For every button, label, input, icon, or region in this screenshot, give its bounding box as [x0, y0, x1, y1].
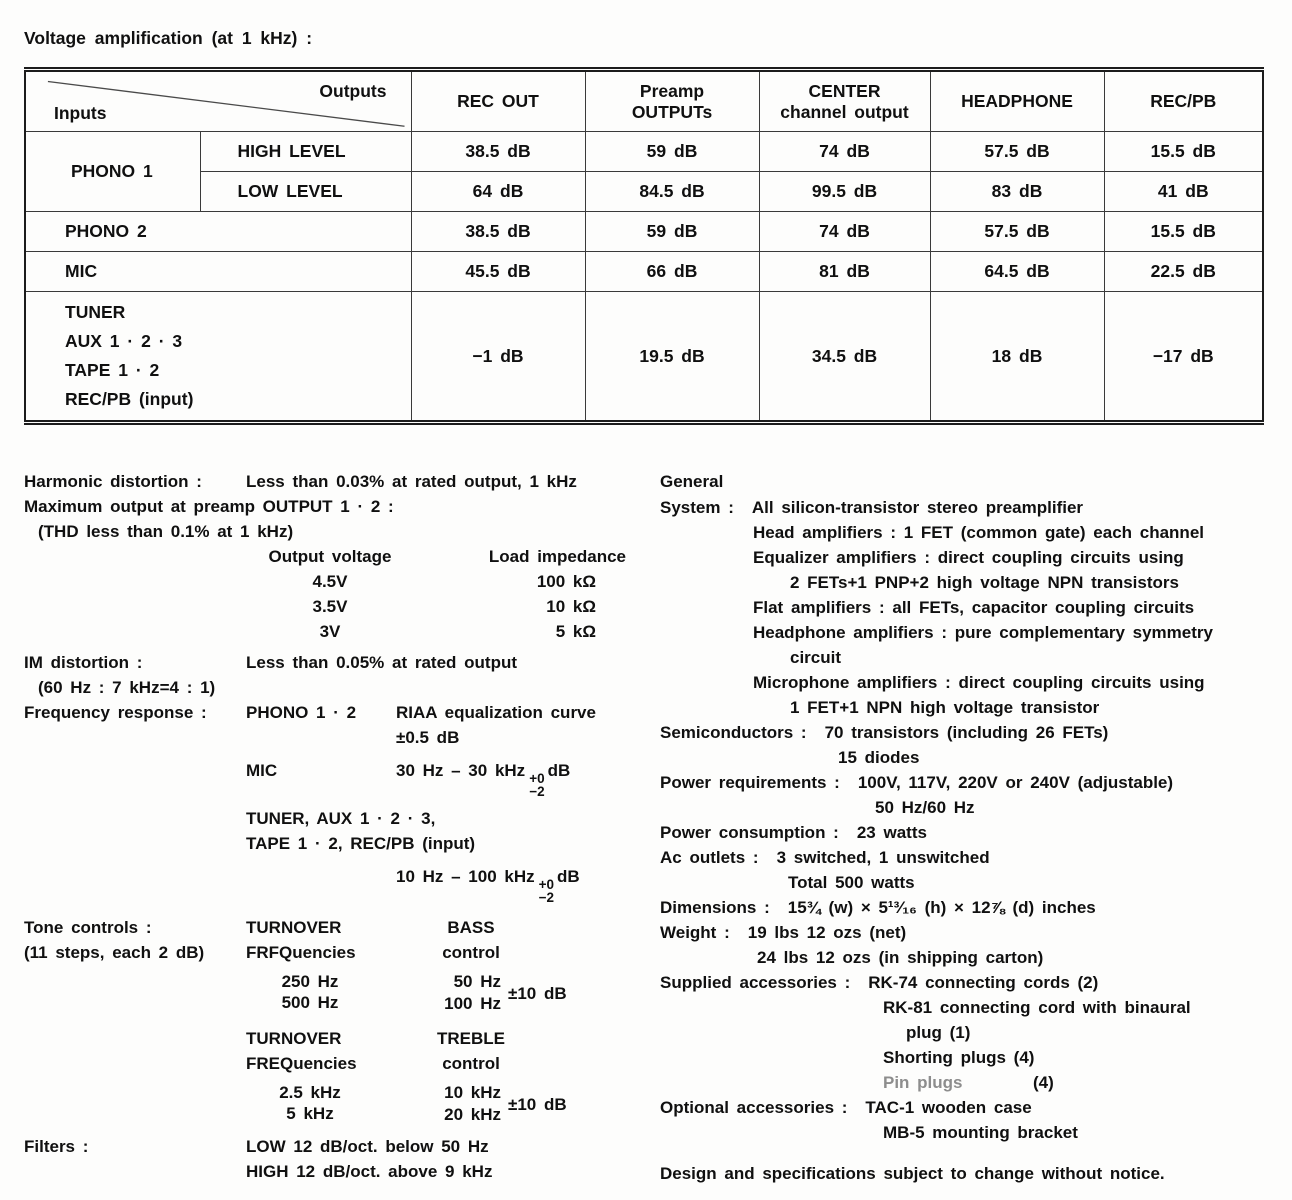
- supplied-accessory-pin-plugs: [883, 1070, 1284, 1095]
- filter-low-value: LOW 12 dB/oct. below 50 Hz: [246, 1137, 489, 1156]
- spec-value: 19 lbs 12 ozs (net): [747, 923, 907, 942]
- pin-plugs-qty: (4): [1033, 1073, 1054, 1092]
- table-cell: 15.5 dB: [1104, 132, 1263, 172]
- spec-label: Supplied accessories :: [660, 973, 851, 992]
- general-heading: General: [660, 472, 724, 491]
- spec-value: Less than 0.03% at rated output, 1 kHz: [246, 472, 577, 491]
- table-corner-cell: [25, 70, 411, 132]
- spec-supplied-accessories: [660, 970, 1284, 995]
- load-impedance-value: 100 kΩ: [536, 572, 596, 591]
- tone-controls-steps: (11 steps, each 2 dB): [24, 943, 205, 962]
- output-voltage-value: 4.5V: [312, 572, 348, 591]
- table-row-phono2: [25, 212, 1263, 252]
- spec-value: 100V, 117V, 220V or 240V (adjustable): [857, 773, 1174, 792]
- table-cell: 66 dB: [585, 252, 759, 292]
- supplied-accessory-line: Shorting plugs (4): [883, 1048, 1035, 1067]
- spec-label: Power requirements :: [660, 773, 840, 792]
- freq-source-mic: MIC: [246, 761, 278, 780]
- col-header-label: OUTPUTs: [631, 101, 713, 122]
- freq-source-other-line2: TAPE 1 · 2, REC/PB (input): [246, 834, 476, 853]
- output-voltage-value: 3V: [319, 622, 341, 641]
- disclaimer-note: Design and specifications subject to change without notice.: [660, 1164, 1165, 1183]
- row-label-phono1: PHONO 1: [25, 132, 200, 212]
- spec-label: System :: [660, 498, 734, 517]
- table-row-phono1-high: [25, 132, 1263, 172]
- voltage-amplification-table: [24, 67, 1264, 425]
- bass-turnover-label: TURNOVER: [246, 918, 342, 937]
- spec-value: 23 watts: [856, 823, 927, 842]
- col-header-preamp-outputs: [585, 70, 759, 132]
- col-header-rec-out: [411, 70, 585, 132]
- load-impedance-header: Load impedance: [488, 547, 626, 566]
- freq-other-value: 10 Hz – 100 kHz +0 −2 dB: [396, 867, 580, 905]
- spec-label: IM distortion :: [24, 653, 143, 672]
- spec-label: Frequency response :: [24, 703, 207, 722]
- table-cell: 64.5 dB: [930, 252, 1104, 292]
- bass-range-freq: 50 Hz: [453, 972, 501, 991]
- freq-source-other-line1: TUNER, AUX 1 · 2 · 3,: [246, 809, 436, 828]
- treble-range-freq: 20 kHz: [444, 1105, 501, 1124]
- table-cell: 38.5 dB: [411, 132, 585, 172]
- table-cell: 64 dB: [411, 172, 585, 212]
- system-detail-line: 2 FETs+1 PNP+2 high voltage NPN transistors: [790, 573, 1179, 592]
- treble-turnover-label: TURNOVER: [246, 1029, 342, 1048]
- table-cell: −1 dB: [411, 292, 585, 423]
- table-cell: 59 dB: [585, 212, 759, 252]
- table-cell: 15.5 dB: [1104, 212, 1263, 252]
- weight-line2: 24 lbs 12 ozs (in shipping carton): [757, 948, 1044, 967]
- bass-frequencies-label: FRFQuencies: [246, 943, 356, 962]
- supplied-accessory-line: RK-81 connecting cord with binaural: [883, 998, 1191, 1017]
- spec-im-note: (60 Hz : 7 kHz=4 : 1): [38, 678, 216, 697]
- row-label-low-level: LOW LEVEL: [200, 172, 411, 212]
- spec-label: Semiconductors :: [660, 723, 807, 742]
- spec-semiconductors: [660, 720, 1284, 745]
- spec-value: All silicon-transistor stereo preamplifier: [751, 498, 1084, 517]
- spec-weight: [660, 920, 1284, 945]
- spec-label: Dimensions :: [660, 898, 770, 917]
- output-table-row: [246, 594, 626, 619]
- output-table-header: [246, 544, 626, 569]
- col-header-label: HEADPHONE: [961, 91, 1073, 111]
- table-cell: 57.5 dB: [930, 132, 1104, 172]
- col-header-label: Preamp: [639, 80, 705, 101]
- spec-frequency-response: [24, 700, 638, 798]
- spec-label: Harmonic distortion :: [24, 472, 202, 491]
- system-detail-line: Head amplifiers : 1 FET (common gate) each channel: [753, 523, 1204, 542]
- spec-treble-controls: [24, 1026, 638, 1126]
- spec-im-distortion: [24, 650, 638, 675]
- bass-turnover-freq: 500 Hz: [281, 993, 339, 1012]
- spec-value: 3 switched, 1 unswitched: [776, 848, 990, 867]
- treble-tolerance: ±10 dB: [508, 1094, 567, 1114]
- spec-value: Less than 0.05% at rated output: [246, 653, 517, 672]
- bass-control-label: BASS: [447, 918, 495, 937]
- treble-turnover-freq: 2.5 kHz: [279, 1083, 341, 1102]
- spec-harmonic-distortion: [24, 469, 638, 494]
- table-cell: 22.5 dB: [1104, 252, 1263, 292]
- spec-label: Filters :: [24, 1137, 89, 1156]
- table-cell: 41 dB: [1104, 172, 1263, 212]
- treble-control-label2: control: [442, 1054, 500, 1073]
- output-table-row: [246, 569, 626, 594]
- freq-mic-value: 30 Hz – 30 kHz +0 −2 dB: [396, 761, 571, 799]
- load-impedance-value: 5 kΩ: [555, 622, 596, 641]
- page-title: Voltage amplification (at 1 kHz) :: [24, 28, 313, 48]
- col-header-center-channel: [759, 70, 930, 132]
- line-input-label: REC/PB (input): [65, 389, 194, 409]
- spec-dimensions: [660, 895, 1284, 920]
- freq-phono-value: RIAA equalization curve: [396, 703, 596, 722]
- table-cell: −17 dB: [1104, 292, 1263, 423]
- row-label-mic: MIC: [25, 252, 411, 292]
- output-table-row: [246, 619, 626, 644]
- col-header-label: channel output: [780, 101, 909, 122]
- system-detail-line: Headphone amplifiers : pure complementary symmetry: [753, 623, 1213, 642]
- bass-range-freq: 100 Hz: [444, 994, 501, 1013]
- col-header-label: CENTER: [808, 80, 881, 101]
- spec-power-requirements: [660, 770, 1284, 795]
- table-cell: 19.5 dB: [585, 292, 759, 423]
- col-header-headphone: [930, 70, 1104, 132]
- spec-tone-controls: [24, 915, 638, 1015]
- table-cell: 81 dB: [759, 252, 930, 292]
- spec-max-output-note: (THD less than 0.1% at 1 kHz): [38, 522, 294, 541]
- spec-system: [660, 495, 1284, 520]
- bass-turnover-freq: 250 Hz: [281, 972, 339, 991]
- spec-power-consumption: [660, 820, 1284, 845]
- table-row-mic: [25, 252, 1263, 292]
- treble-turnover-freq: 5 kHz: [286, 1104, 334, 1123]
- table-cell: 18 dB: [930, 292, 1104, 423]
- spec-ac-outlets: [660, 845, 1284, 870]
- treble-control-label: TREBLE: [437, 1029, 505, 1048]
- ac-outlets-line2: Total 500 watts: [788, 873, 915, 892]
- system-detail-line: 1 FET+1 NPN high voltage transistor: [790, 698, 1100, 717]
- tone-controls-label: Tone controls :: [24, 918, 152, 937]
- line-input-label: TUNER: [65, 302, 126, 322]
- line-input-label: AUX 1 · 2 · 3: [65, 331, 183, 351]
- output-voltage-header: Output voltage: [268, 547, 392, 566]
- table-cell: 57.5 dB: [930, 212, 1104, 252]
- table-cell: 38.5 dB: [411, 212, 585, 252]
- spec-optional-accessories: [660, 1095, 1284, 1120]
- treble-range-freq: 10 kHz: [444, 1083, 501, 1102]
- system-detail-line: Flat amplifiers : all FETs, capacitor coupling circuits: [753, 598, 1195, 617]
- spec-value: 15¾ (w) × 5¹³⁄₁₆ (h) × 12⅞ (d) inches: [787, 898, 1096, 917]
- supplied-accessory-line: plug (1): [906, 1023, 971, 1042]
- col-header-label: REC OUT: [457, 91, 539, 111]
- table-cell: 74 dB: [759, 212, 930, 252]
- spec-value: TAC-1 wooden case: [865, 1098, 1032, 1117]
- output-voltage-value: 3.5V: [312, 597, 348, 616]
- row-label-line-inputs: [25, 292, 411, 423]
- col-header-label: REC/PB: [1150, 91, 1217, 111]
- table-cell: 34.5 dB: [759, 292, 930, 423]
- spec-value: RK-74 connecting cords (2): [868, 973, 1099, 992]
- freq-source-phono: PHONO 1 · 2: [246, 703, 357, 722]
- table-cell: 59 dB: [585, 132, 759, 172]
- spec-label: Optional accessories :: [660, 1098, 848, 1117]
- corner-outputs-label: Outputs: [319, 81, 387, 101]
- col-header-rec-pb: [1104, 70, 1263, 132]
- spec-value: 70 transistors (including 26 FETs): [824, 723, 1109, 742]
- bass-control-label2: control: [442, 943, 500, 962]
- spec-label: Weight :: [660, 923, 730, 942]
- tolerance-stack: +0 −2: [529, 771, 545, 799]
- table-cell: 83 dB: [930, 172, 1104, 212]
- power-requirements-line2: 50 Hz/60 Hz: [875, 798, 975, 817]
- system-detail-line: circuit: [790, 648, 842, 667]
- table-header-row: [25, 70, 1263, 132]
- freq-phono-tolerance: ±0.5 dB: [396, 728, 460, 747]
- row-label-phono2: PHONO 2: [25, 212, 411, 252]
- row-label-high-level: HIGH LEVEL: [200, 132, 411, 172]
- table-row-phono1-low: [25, 172, 1263, 212]
- optional-accessory-line: MB-5 mounting bracket: [883, 1123, 1078, 1142]
- table-row-line-inputs: [25, 292, 1263, 423]
- spec-label: Power consumption :: [660, 823, 839, 842]
- filter-high-value: HIGH 12 dB/oct. above 9 kHz: [246, 1162, 493, 1181]
- treble-frequencies-label: FREQuencies: [246, 1054, 357, 1073]
- table-cell: 99.5 dB: [759, 172, 930, 212]
- output-voltage-table: [246, 544, 626, 644]
- load-impedance-value: 10 kΩ: [546, 597, 596, 616]
- table-cell: 84.5 dB: [585, 172, 759, 212]
- spec-label: Ac outlets :: [660, 848, 759, 867]
- system-detail-line: Microphone amplifiers : direct coupling circuits using: [753, 673, 1205, 692]
- system-detail-line: Equalizer amplifiers : direct coupling circuits using: [753, 548, 1184, 567]
- pin-plugs-label: Pin plugs: [883, 1073, 963, 1092]
- general-section: [660, 469, 1284, 1186]
- table-cell: 45.5 dB: [411, 252, 585, 292]
- table-cell: 74 dB: [759, 132, 930, 172]
- tolerance-stack: +0 −2: [538, 877, 555, 905]
- bass-tolerance: ±10 dB: [508, 983, 567, 1003]
- corner-inputs-label: Inputs: [54, 103, 107, 123]
- line-input-label: TAPE 1 · 2: [65, 360, 160, 380]
- spec-filters: [24, 1134, 638, 1184]
- specs-left-column: [24, 469, 638, 1186]
- spec-max-output: Maximum output at preamp OUTPUT 1 · 2 :: [24, 497, 394, 516]
- semiconductors-line2: 15 diodes: [838, 748, 920, 767]
